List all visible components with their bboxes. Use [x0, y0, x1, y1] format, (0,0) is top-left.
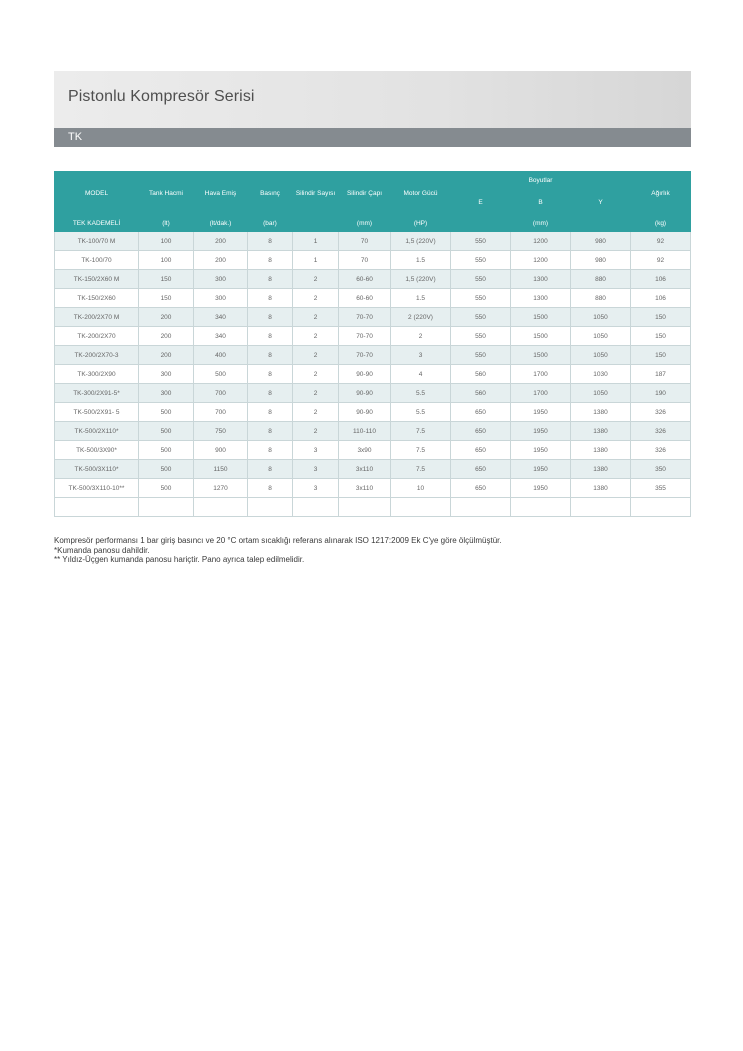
- cell-silindir-capi: 90-90: [339, 365, 391, 384]
- cell-basinc: 8: [248, 251, 293, 270]
- cell-basinc: 8: [248, 441, 293, 460]
- cell-agirlik: 106: [631, 270, 691, 289]
- col-header-tank: Tank Hacmi: [139, 172, 194, 215]
- cell-basinc: 8: [248, 289, 293, 308]
- col-group-boyutlar: Boyutlar: [451, 172, 631, 190]
- cell-motor: 5.5: [391, 403, 451, 422]
- cell-motor: 5.5: [391, 384, 451, 403]
- cell-tank: 150: [139, 270, 194, 289]
- cell-model: TK-200/2X70 M: [55, 308, 139, 327]
- cell-e: 550: [451, 289, 511, 308]
- cell-model: TK-500/2X91- 5: [55, 403, 139, 422]
- cell-silindir-sayisi: 2: [293, 270, 339, 289]
- cell-tank: 300: [139, 384, 194, 403]
- empty-cell: [194, 498, 248, 517]
- cell-motor: 10: [391, 479, 451, 498]
- cell-motor: 3: [391, 346, 451, 365]
- cell-motor: 7.5: [391, 460, 451, 479]
- table-row: [55, 422, 691, 441]
- table-row: [55, 441, 691, 460]
- cell-y: 880: [571, 289, 631, 308]
- empty-cell: [391, 498, 451, 517]
- cell-hava: 300: [194, 270, 248, 289]
- cell-silindir-sayisi: 3: [293, 460, 339, 479]
- cell-agirlik: 150: [631, 308, 691, 327]
- cell-silindir-capi: 70: [339, 251, 391, 270]
- cell-silindir-capi: 70-70: [339, 308, 391, 327]
- cell-silindir-capi: 60-60: [339, 289, 391, 308]
- empty-cell: [451, 498, 511, 517]
- col-header-b: B: [511, 190, 571, 215]
- empty-cell: [631, 498, 691, 517]
- col-header-silindir-capi: Silindir Çapı: [339, 172, 391, 215]
- cell-agirlik: 355: [631, 479, 691, 498]
- cell-y: 1050: [571, 346, 631, 365]
- cell-basinc: 8: [248, 346, 293, 365]
- cell-silindir-capi: 3x90: [339, 441, 391, 460]
- cell-b: 1950: [511, 479, 571, 498]
- cell-e: 650: [451, 403, 511, 422]
- table-row: [55, 232, 691, 251]
- table-row: [55, 384, 691, 403]
- cell-hava: 200: [194, 232, 248, 251]
- col-header-motor: Motor Gücü: [391, 172, 451, 215]
- empty-cell: [339, 498, 391, 517]
- unit-b: (mm): [511, 215, 571, 232]
- footnote-double-star: ** Yıldız-Üçgen kumanda panosu hariçtir. Pano ayrıca talep edilmelidir.: [54, 555, 305, 564]
- col-header-hava: Hava Emiş: [194, 172, 248, 215]
- table-row: [55, 479, 691, 498]
- cell-hava: 200: [194, 251, 248, 270]
- empty-cell: [248, 498, 293, 517]
- unit-motor: (HP): [391, 215, 451, 232]
- cell-y: 980: [571, 232, 631, 251]
- cell-tank: 500: [139, 479, 194, 498]
- cell-model: TK-300/2X90: [55, 365, 139, 384]
- cell-basinc: 8: [248, 270, 293, 289]
- cell-silindir-sayisi: 3: [293, 479, 339, 498]
- cell-basinc: 8: [248, 403, 293, 422]
- cell-y: 1380: [571, 422, 631, 441]
- cell-model: TK-500/2X110*: [55, 422, 139, 441]
- cell-silindir-sayisi: 2: [293, 365, 339, 384]
- table-row: [55, 308, 691, 327]
- col-header-y: Y: [571, 190, 631, 215]
- cell-y: 1380: [571, 441, 631, 460]
- cell-agirlik: 92: [631, 232, 691, 251]
- cell-e: 550: [451, 232, 511, 251]
- cell-hava: 900: [194, 441, 248, 460]
- cell-b: 1700: [511, 365, 571, 384]
- unit-silindir-sayisi: [293, 215, 339, 232]
- title-band: [54, 71, 691, 128]
- footnotes: [54, 536, 694, 565]
- table-row: [55, 289, 691, 308]
- cell-agirlik: 150: [631, 327, 691, 346]
- cell-y: 1030: [571, 365, 631, 384]
- cell-agirlik: 187: [631, 365, 691, 384]
- cell-y: 1380: [571, 479, 631, 498]
- col-header-model: MODEL: [55, 172, 139, 215]
- footnote-single-star: *Kumanda panosu dahildir.: [54, 545, 150, 555]
- cell-tank: 200: [139, 346, 194, 365]
- col-header-basinc: Basınç: [248, 172, 293, 215]
- col-header-agirlik: Ağırlık: [631, 172, 691, 215]
- unit-model: TEK KADEMELİ: [55, 215, 139, 232]
- cell-silindir-sayisi: 1: [293, 232, 339, 251]
- cell-motor: 2: [391, 327, 451, 346]
- unit-silindir-capi: (mm): [339, 215, 391, 232]
- cell-agirlik: 106: [631, 289, 691, 308]
- cell-b: 1500: [511, 308, 571, 327]
- cell-b: 1950: [511, 460, 571, 479]
- cell-hava: 1270: [194, 479, 248, 498]
- cell-agirlik: 150: [631, 346, 691, 365]
- table-row: [55, 346, 691, 365]
- cell-agirlik: 350: [631, 460, 691, 479]
- cell-silindir-capi: 70-70: [339, 327, 391, 346]
- cell-silindir-capi: 3x110: [339, 479, 391, 498]
- series-label: TK: [68, 131, 83, 143]
- cell-basinc: 8: [248, 460, 293, 479]
- cell-agirlik: 190: [631, 384, 691, 403]
- cell-motor: 4: [391, 365, 451, 384]
- empty-cell: [55, 498, 139, 517]
- cell-silindir-sayisi: 3: [293, 441, 339, 460]
- empty-cell: [511, 498, 571, 517]
- cell-y: 1050: [571, 327, 631, 346]
- cell-motor: 1.5: [391, 251, 451, 270]
- cell-b: 1950: [511, 403, 571, 422]
- footnote-performance: Kompresör performansı 1 bar giriş basıncı ve 20 °C ortam sıcaklığı referans alınarak ISO 1217:2009 Ek C'ye göre ölçülmüştür.: [54, 536, 502, 545]
- cell-tank: 100: [139, 251, 194, 270]
- cell-y: 1380: [571, 460, 631, 479]
- table-row: [55, 403, 691, 422]
- col-header-silindir-sayisi: Silindir Sayısı: [293, 172, 339, 215]
- cell-tank: 500: [139, 441, 194, 460]
- empty-cell: [293, 498, 339, 517]
- cell-silindir-sayisi: 2: [293, 289, 339, 308]
- cell-silindir-sayisi: 2: [293, 346, 339, 365]
- cell-y: 1050: [571, 308, 631, 327]
- cell-model: TK-500/3X110-10**: [55, 479, 139, 498]
- col-header-e: E: [451, 190, 511, 215]
- cell-b: 1700: [511, 384, 571, 403]
- table-row: [55, 327, 691, 346]
- cell-silindir-capi: 70-70: [339, 346, 391, 365]
- cell-agirlik: 326: [631, 422, 691, 441]
- table-row: [55, 460, 691, 479]
- unit-agirlik: (kg): [631, 215, 691, 232]
- cell-silindir-capi: 90-90: [339, 403, 391, 422]
- cell-basinc: 8: [248, 232, 293, 251]
- cell-silindir-capi: 110-110: [339, 422, 391, 441]
- cell-e: 560: [451, 365, 511, 384]
- cell-basinc: 8: [248, 422, 293, 441]
- cell-b: 1500: [511, 346, 571, 365]
- cell-model: TK-500/3X110*: [55, 460, 139, 479]
- cell-model: TK-300/2X91-5*: [55, 384, 139, 403]
- table-row: [55, 251, 691, 270]
- cell-motor: 7.5: [391, 422, 451, 441]
- cell-motor: 1.5: [391, 289, 451, 308]
- cell-hava: 1150: [194, 460, 248, 479]
- cell-model: TK-100/70 M: [55, 232, 139, 251]
- cell-basinc: 8: [248, 384, 293, 403]
- cell-hava: 300: [194, 289, 248, 308]
- cell-e: 550: [451, 327, 511, 346]
- table-body: [55, 232, 691, 517]
- cell-silindir-sayisi: 2: [293, 403, 339, 422]
- cell-model: TK-150/2X60 M: [55, 270, 139, 289]
- cell-silindir-sayisi: 2: [293, 384, 339, 403]
- series-band: [54, 128, 691, 147]
- cell-hava: 340: [194, 308, 248, 327]
- cell-silindir-sayisi: 2: [293, 327, 339, 346]
- cell-motor: 1,5 (220V): [391, 232, 451, 251]
- unit-basinc: (bar): [248, 215, 293, 232]
- cell-hava: 700: [194, 403, 248, 422]
- cell-model: TK-500/3X90*: [55, 441, 139, 460]
- cell-tank: 300: [139, 365, 194, 384]
- cell-tank: 200: [139, 308, 194, 327]
- empty-cell: [571, 498, 631, 517]
- cell-tank: 500: [139, 460, 194, 479]
- unit-tank: (lt): [139, 215, 194, 232]
- cell-motor: 1,5 (220V): [391, 270, 451, 289]
- unit-y: [571, 215, 631, 232]
- cell-y: 1050: [571, 384, 631, 403]
- cell-b: 1200: [511, 251, 571, 270]
- cell-b: 1300: [511, 289, 571, 308]
- cell-e: 650: [451, 441, 511, 460]
- cell-motor: 7.5: [391, 441, 451, 460]
- cell-silindir-sayisi: 1: [293, 251, 339, 270]
- cell-hava: 750: [194, 422, 248, 441]
- unit-hava: (lt/dak.): [194, 215, 248, 232]
- table-row-empty: [55, 498, 691, 517]
- cell-hava: 340: [194, 327, 248, 346]
- table-row: [55, 270, 691, 289]
- cell-silindir-capi: 90-90: [339, 384, 391, 403]
- cell-hava: 700: [194, 384, 248, 403]
- cell-e: 560: [451, 384, 511, 403]
- empty-cell: [139, 498, 194, 517]
- cell-agirlik: 92: [631, 251, 691, 270]
- cell-agirlik: 326: [631, 403, 691, 422]
- cell-basinc: 8: [248, 479, 293, 498]
- cell-tank: 500: [139, 403, 194, 422]
- cell-basinc: 8: [248, 327, 293, 346]
- spec-table: [54, 171, 691, 517]
- cell-basinc: 8: [248, 308, 293, 327]
- cell-tank: 500: [139, 422, 194, 441]
- cell-b: 1950: [511, 422, 571, 441]
- cell-silindir-capi: 70: [339, 232, 391, 251]
- cell-y: 980: [571, 251, 631, 270]
- cell-basinc: 8: [248, 365, 293, 384]
- cell-b: 1200: [511, 232, 571, 251]
- cell-silindir-sayisi: 2: [293, 422, 339, 441]
- cell-tank: 100: [139, 232, 194, 251]
- cell-tank: 200: [139, 327, 194, 346]
- cell-model: TK-200/2X70: [55, 327, 139, 346]
- cell-e: 550: [451, 346, 511, 365]
- cell-hava: 400: [194, 346, 248, 365]
- page-title: Pistonlu Kompresör Serisi: [68, 88, 255, 105]
- unit-e: [451, 215, 511, 232]
- cell-y: 1380: [571, 403, 631, 422]
- cell-b: 1500: [511, 327, 571, 346]
- table-row: [55, 365, 691, 384]
- cell-y: 880: [571, 270, 631, 289]
- cell-agirlik: 326: [631, 441, 691, 460]
- cell-silindir-sayisi: 2: [293, 308, 339, 327]
- cell-silindir-capi: 3x110: [339, 460, 391, 479]
- cell-model: TK-100/70: [55, 251, 139, 270]
- cell-b: 1300: [511, 270, 571, 289]
- cell-e: 550: [451, 270, 511, 289]
- cell-model: TK-150/2X60: [55, 289, 139, 308]
- cell-b: 1950: [511, 441, 571, 460]
- cell-e: 550: [451, 308, 511, 327]
- cell-e: 650: [451, 460, 511, 479]
- cell-tank: 150: [139, 289, 194, 308]
- cell-hava: 500: [194, 365, 248, 384]
- cell-e: 650: [451, 422, 511, 441]
- cell-e: 550: [451, 251, 511, 270]
- cell-e: 650: [451, 479, 511, 498]
- cell-model: TK-200/2X70-3: [55, 346, 139, 365]
- cell-silindir-capi: 60-60: [339, 270, 391, 289]
- cell-motor: 2 (220V): [391, 308, 451, 327]
